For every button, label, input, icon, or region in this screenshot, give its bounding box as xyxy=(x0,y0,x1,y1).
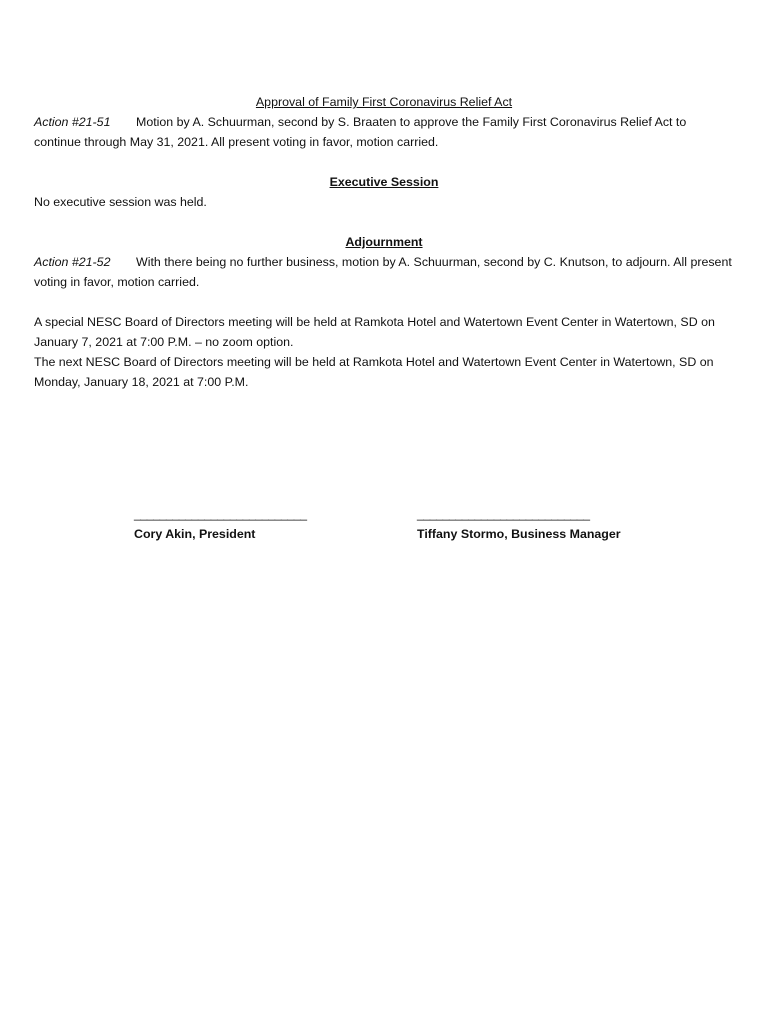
action-label: Action #21-51 xyxy=(34,115,111,129)
spacer xyxy=(34,152,734,172)
signature-block xyxy=(34,504,734,548)
action-paragraph-21-51 xyxy=(34,112,734,152)
action-label: Action #21-52 xyxy=(34,255,111,269)
signer-name: Tiffany Stormo, Business Manager xyxy=(417,527,621,541)
section-heading-relief-act: Approval of Family First Coronavirus Relief Act xyxy=(255,95,513,109)
signature-president xyxy=(134,504,307,544)
section-heading-executive-session: Executive Session xyxy=(329,175,439,189)
signature-business-manager xyxy=(417,504,621,544)
action-text: With there being no further business, motion by A. Schuurman, second by C. Knutson, to adjourn. All present voting in favor, motion carried. xyxy=(34,255,732,289)
action-text: Motion by A. Schuurman, second by S. Braaten to approve the Family First Coronavirus Relief Act to continue through May 31, 2021. All present voting in favor, motion carried. xyxy=(34,115,687,149)
signature-line: ___________________________ xyxy=(134,507,307,521)
signature-line: ___________________________ xyxy=(417,507,590,521)
executive-session-text: No executive session was held. xyxy=(34,195,207,209)
section-heading-adjournment: Adjournment xyxy=(345,235,423,249)
spacer xyxy=(34,292,734,312)
minutes-document xyxy=(34,92,734,541)
signer-name: Cory Akin, President xyxy=(134,527,256,541)
action-paragraph-21-52 xyxy=(34,252,734,292)
announcement-next-meeting: The next NESC Board of Directors meeting will be held at Ramkota Hotel and Watertown Event Center in Watertown, SD on Monday, January 18, 2021 at 7:00 P.M. xyxy=(34,355,714,389)
announcement-special-meeting: A special NESC Board of Directors meeting will be held at Ramkota Hotel and Watertown Event Center in Watertown, SD on January 7, 2021 at 7:00 P.M. – no zoom option. xyxy=(34,315,715,349)
spacer xyxy=(34,212,734,232)
